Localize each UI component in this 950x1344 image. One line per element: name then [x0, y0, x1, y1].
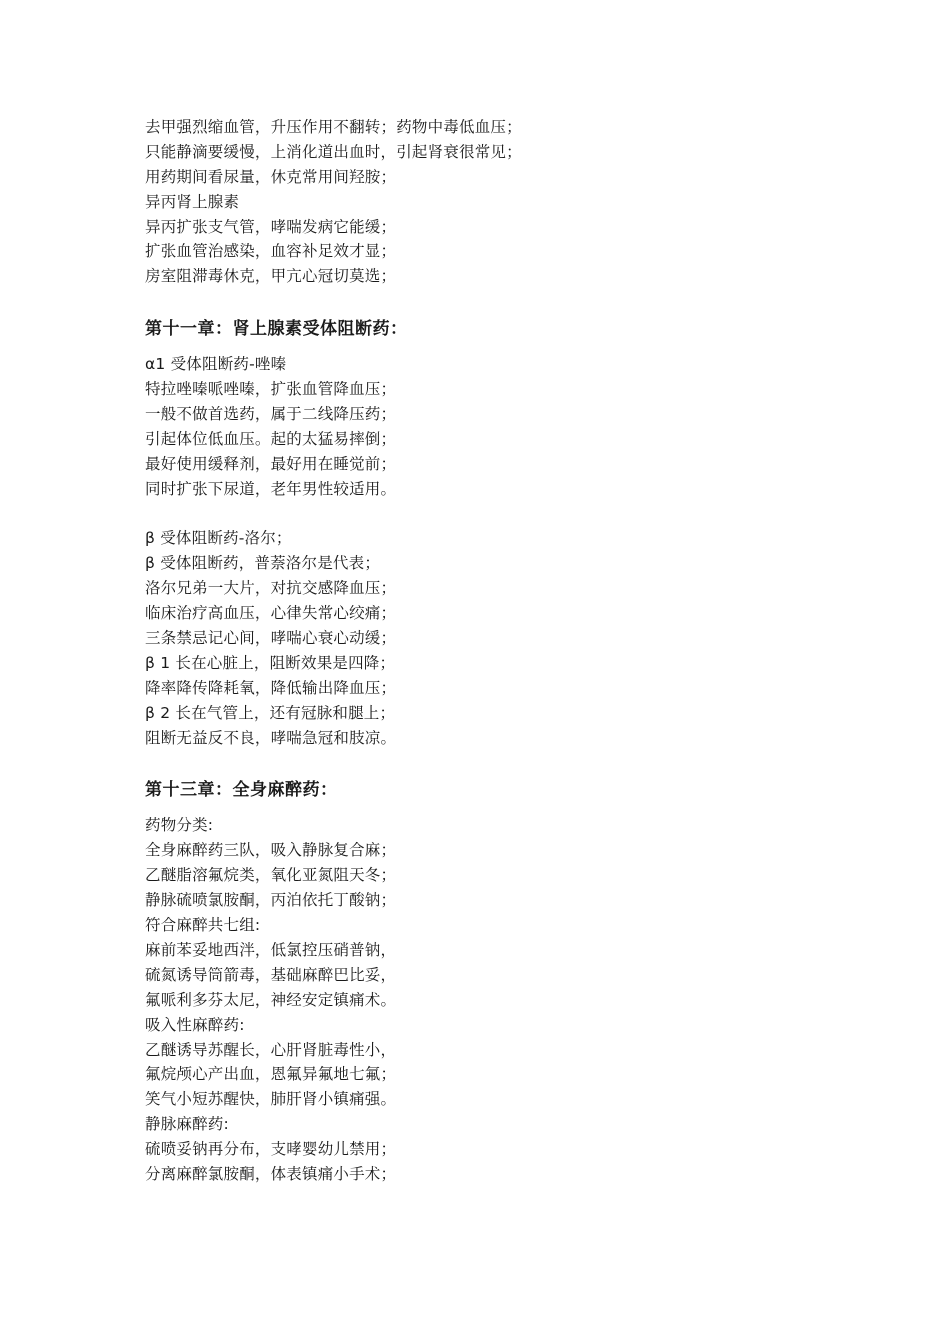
text-line: 分离麻醉氯胺酮，体表镇痛小手术； — [145, 1164, 397, 1183]
chapter-11-heading: 第十一章：肾上腺素受体阻断药： — [145, 319, 408, 340]
text-line: 只能静滴要缓慢，上消化道出血时，引起肾衰很常见； — [145, 142, 522, 161]
text-line: 扩张血管治感染，血容补足效才显； — [145, 242, 397, 261]
text-line: 去甲强烈缩血管，升压作用不翻转；药物中毒低血压； — [145, 118, 522, 136]
text-line: 异丙扩张支气管，哮喘发病它能缓； — [145, 217, 397, 236]
subsection-title: β 受体阻断药-洛尔； — [145, 529, 292, 548]
intro-section — [145, 115, 845, 289]
text-line: 三条禁忌记心间，哮喘心衰心动缓； — [145, 629, 397, 648]
subsection-title: 静脉麻醉药: — [145, 1115, 229, 1134]
text-line: 降率降传降耗氧，降低输出降血压； — [145, 678, 397, 697]
subsection-title: 异丙肾上腺素 — [145, 192, 240, 211]
text-line: β 1 长在心脏上，阻断效果是四降； — [145, 653, 396, 672]
text-line: 引起体位低血压。起的太猛易摔倒； — [145, 429, 397, 448]
document-page — [145, 115, 845, 1187]
chapter-13-heading: 第十三章：全身麻醉药： — [145, 780, 338, 801]
text-line: 硫氮诱导筒箭毒，基础麻醉巴比妥， — [145, 965, 397, 984]
subsection-title: α1 受体阻断药-唑嗪 — [145, 355, 287, 374]
text-line: 阻断无益反不良，哮喘急冠和肢凉。 — [145, 728, 397, 747]
text-line: 房室阻滞毒休克，甲亢心冠切莫选； — [145, 267, 397, 286]
text-line: β 2 长在气管上，还有冠脉和腿上； — [145, 703, 396, 722]
subsection-title: 药物分类: — [145, 816, 214, 835]
text-line: 同时扩张下尿道，老年男性较适用。 — [145, 479, 397, 498]
subsection-title: 吸入性麻醉药: — [145, 1015, 245, 1034]
text-line: 静脉硫喷氯胺酮，丙泊依托丁酸钠； — [145, 891, 397, 910]
text-line: 氟哌利多芬太尼，神经安定镇痛术。 — [145, 990, 397, 1009]
text-line: 用药期间看尿量，休克常用间羟胺； — [145, 167, 397, 186]
text-line: 洛尔兄弟一大片，对抗交感降血压； — [145, 579, 397, 598]
text-line: 全身麻醉药三队，吸入静脉复合麻； — [145, 841, 397, 860]
text-line: 乙醚脂溶氟烷类，氧化亚氮阻天冬； — [145, 866, 397, 885]
chapter-11-section — [145, 316, 845, 750]
chapter-13-section — [145, 777, 845, 1186]
text-line: 麻前苯妥地西泮，低氯控压硝普钠， — [145, 940, 397, 959]
text-line: 最好使用缓释剂，最好用在睡觉前； — [145, 454, 397, 473]
text-line: β 受体阻断药，普萘洛尔是代表； — [145, 554, 381, 573]
text-line: 笑气小短苏醒快，肺肝肾小镇痛强。 — [145, 1090, 397, 1109]
subsection-title: 符合麻醉共七组: — [145, 916, 261, 935]
beta-blocker-block — [145, 526, 845, 750]
text-line: 临床治疗高血压，心律失常心绞痛； — [145, 604, 397, 623]
text-line: 乙醚诱导苏醒长，心肝肾脏毒性小， — [145, 1040, 397, 1059]
text-line: 氟烷颅心产出血，恩氟异氟地七氟； — [145, 1065, 397, 1084]
text-line: 一般不做首选药，属于二线降压药； — [145, 405, 397, 424]
text-line: 硫喷妥钠再分布，支哮婴幼儿禁用； — [145, 1140, 397, 1159]
text-line: 特拉唑嗪哌唑嗪，扩张血管降血压； — [145, 380, 397, 399]
alpha-blocker-block — [145, 352, 845, 501]
